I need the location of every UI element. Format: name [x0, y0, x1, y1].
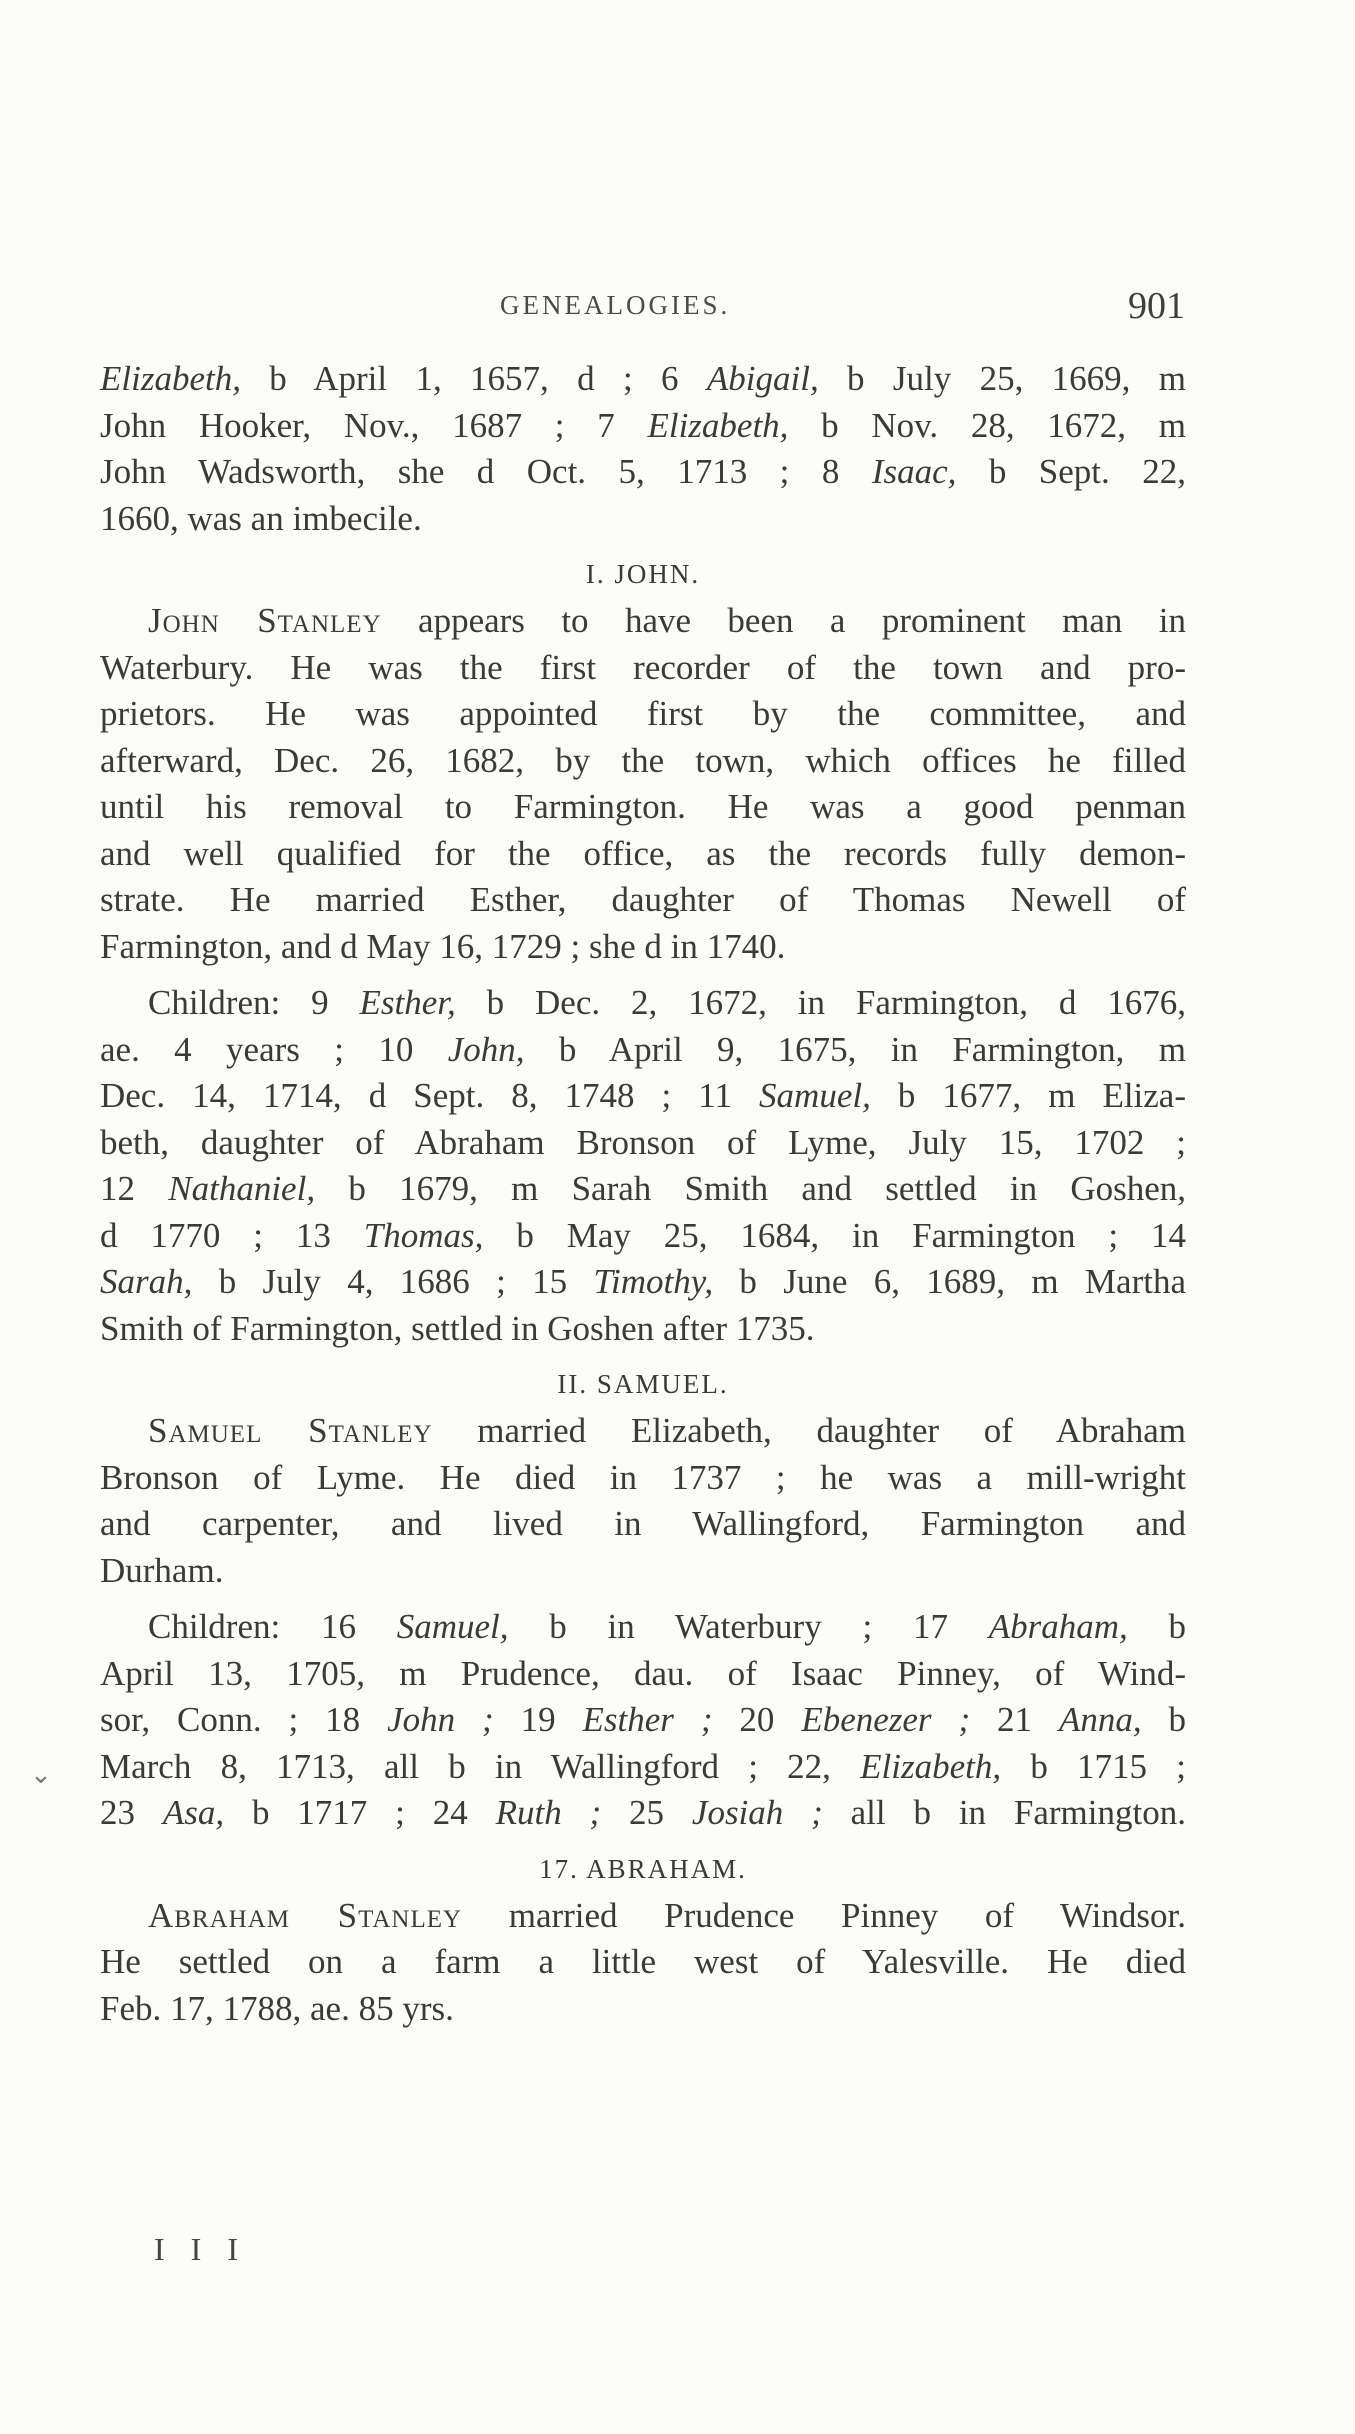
- text-line: and well qualified for the office, as the records fully demon-: [100, 833, 1186, 873]
- name-elizabeth: Elizabeth,: [100, 359, 241, 398]
- text-line: John Wadsworth, she d Oct. 5, 1713 ; 8 Isaac, b Sept. 22,: [100, 452, 1186, 491]
- section-heading-abraham: 17. ABRAHAM.: [539, 1853, 747, 1884]
- text-line: 1660, was an imbecile.: [100, 498, 422, 538]
- text-line: d 1770 ; 13 Thomas, b May 25, 1684, in Farmington ; 14: [100, 1215, 1186, 1255]
- text-line: ae. 4 years ; 10 John, b April 9, 1675, in Farmington, m: [100, 1029, 1186, 1069]
- text-line: afterward, Dec. 26, 1682, by the town, which offices he filled: [100, 740, 1186, 780]
- body-text: [100, 356, 1186, 2032]
- page-number: 901: [1128, 285, 1185, 327]
- text-line: beth, daughter of Abraham Bronson of Lyme, July 15, 1702 ;: [100, 1122, 1186, 1162]
- text-line: and carpenter, and lived in Wallingford, Farmington and: [100, 1504, 1186, 1543]
- text-line: Elizabeth, b April 1, 1657, d ; 6 Abigail, b July 25, 1669, m: [100, 359, 1186, 398]
- text-line: prietors. He was appointed first by the committee, and: [100, 694, 1186, 733]
- section-heading-john: I. JOHN.: [585, 559, 701, 589]
- text-line: Abraham Stanley married Prudence Pinney of Windsor.: [148, 1895, 1186, 1935]
- margin-pencil-mark: ⌄: [30, 1760, 52, 1789]
- running-head: GENEALOGIES.: [500, 290, 731, 320]
- text-line: Feb. 17, 1788, ae. 85 yrs.: [100, 1988, 454, 2028]
- text-line: Samuel Stanley married Elizabeth, daughter of Abraham: [148, 1411, 1186, 1450]
- text-line: Farmington, and d May 16, 1729 ; she d in 1740.: [100, 926, 786, 966]
- text-line: Bronson of Lyme. He died in 1737 ; he was a mill-wright: [100, 1457, 1186, 1497]
- page-header: [0, 284, 1355, 344]
- text-line: Sarah, b July 4, 1686 ; 15 Timothy, b June 6, 1689, m Martha: [100, 1262, 1186, 1301]
- text-line: sor, Conn. ; 18 John ; 19 Esther ; 20 Ebenezer ; 21 Anna, b: [100, 1700, 1186, 1739]
- text-line: John Stanley appears to have been a prominent man in: [148, 601, 1186, 640]
- text-line: until his removal to Farmington. He was a good penman: [100, 787, 1186, 826]
- text-line: Waterbury. He was the first recorder of the town and pro-: [100, 647, 1186, 687]
- text-line: Children: 16 Samuel, b in Waterbury ; 17 Abraham, b: [148, 1607, 1186, 1646]
- text-line: 23 Asa, b 1717 ; 24 Ruth ; 25 Josiah ; all b in Farmington.: [100, 1793, 1186, 1832]
- signature-mark: I I I: [154, 2231, 247, 2267]
- text-line: 12 Nathaniel, b 1679, m Sarah Smith and settled in Goshen,: [100, 1169, 1187, 1208]
- text-line: strate. He married Esther, daughter of Thomas Newell of: [100, 880, 1186, 919]
- text-line: John Hooker, Nov., 1687 ; 7 Elizabeth, b Nov. 28, 1672, m: [100, 405, 1186, 445]
- text-line: Dec. 14, 1714, d Sept. 8, 1748 ; 11 Samuel, b 1677, m Eliza-: [100, 1076, 1187, 1115]
- text-line: April 13, 1705, m Prudence, dau. of Isaac Pinney, of Wind-: [100, 1653, 1186, 1693]
- text-line: He settled on a farm a little west of Yalesville. He died: [100, 1942, 1186, 1981]
- text-line: Children: 9 Esther, b Dec. 2, 1672, in Farmington, d 1676,: [148, 983, 1186, 1022]
- section-heading-samuel: II. SAMUEL.: [557, 1369, 729, 1399]
- text-line: March 8, 1713, all b in Wallingford ; 22, Elizabeth, b 1715 ;: [100, 1746, 1186, 1786]
- text-line: Durham.: [100, 1550, 224, 1590]
- text-line: Smith of Farmington, settled in Goshen after 1735.: [100, 1308, 815, 1348]
